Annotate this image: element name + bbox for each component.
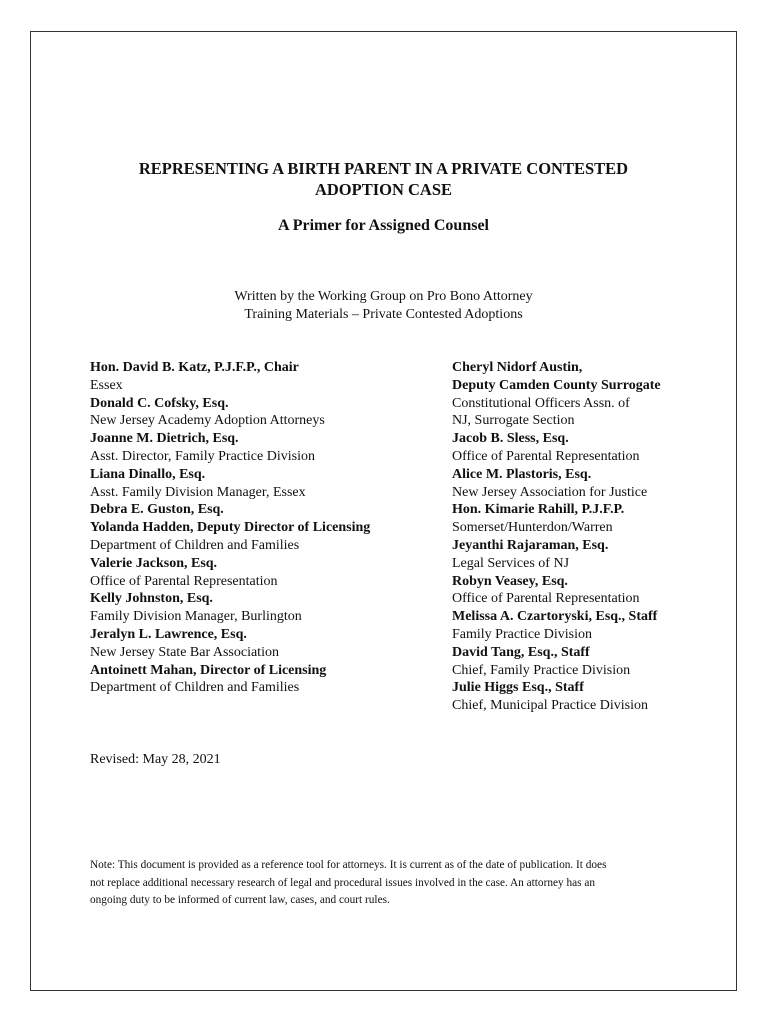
note-line-2: not replace additional necessary research of legal and procedural issues involved in the case. An attorney has an	[90, 876, 596, 889]
member-name: Joanne M. Dietrich, Esq.	[90, 431, 239, 447]
member-name: Deputy Camden County Surrogate	[452, 377, 661, 393]
member-name: Jeralyn L. Lawrence, Esq.	[90, 626, 247, 642]
member-affiliation: Office of Parental Representation	[452, 448, 640, 464]
member-name: Liana Dinallo, Esq.	[90, 466, 206, 482]
note-line-1: Note: This document is provided as a reference tool for attorneys. It is current as of the date of publication. It does	[90, 859, 607, 871]
right-member-column	[452, 359, 722, 715]
member-affiliation: NJ, Surrogate Section	[452, 413, 575, 429]
member-name: Debra E. Guston, Esq.	[90, 502, 224, 518]
member-name: Donald C. Cofsky, Esq.	[90, 395, 229, 411]
document-title	[30, 158, 737, 200]
member-name: Hon. David B. Katz, P.J.F.P., Chair	[90, 360, 299, 375]
member-affiliation: Constitutional Officers Assn. of	[452, 395, 630, 411]
member-affiliation: Asst. Family Division Manager, Essex	[90, 484, 306, 500]
title-line-1: REPRESENTING A BIRTH PARENT IN A PRIVATE CONTESTED	[138, 159, 629, 178]
member-affiliation: Office of Parental Representation	[452, 591, 640, 607]
member-name: Antoinett Mahan, Director of Licensing	[90, 662, 327, 678]
left-member-column	[90, 359, 430, 697]
member-name: Valerie Jackson, Esq.	[90, 555, 218, 571]
member-name: David Tang, Esq., Staff	[452, 644, 590, 660]
member-name: Cheryl Nidorf Austin,	[452, 360, 583, 375]
member-affiliation: Chief, Municipal Practice Division	[452, 698, 648, 714]
revised-date: Revised: May 28, 2021	[90, 752, 221, 767]
disclaimer-note	[90, 857, 690, 910]
member-name: Julie Higgs Esq., Staff	[452, 680, 584, 696]
member-affiliation: Office of Parental Representation	[90, 573, 278, 589]
member-affiliation: Legal Services of NJ	[452, 555, 570, 571]
member-name: Yolanda Hadden, Deputy Director of Licensing	[90, 520, 371, 536]
member-affiliation: New Jersey Academy Adoption Attorneys	[90, 413, 325, 429]
member-affiliation: Essex	[90, 377, 123, 393]
member-name: Melissa A. Czartoryski, Esq., Staff	[452, 609, 658, 625]
member-affiliation: Family Division Manager, Burlington	[90, 609, 302, 625]
member-name: Robyn Veasey, Esq.	[452, 573, 568, 589]
written-by	[30, 288, 737, 324]
member-name: Kelly Johnston, Esq.	[90, 591, 213, 607]
member-affiliation: Chief, Family Practice Division	[452, 662, 631, 678]
written-by-line-2: Training Materials – Private Contested Adoptions	[244, 307, 523, 322]
member-affiliation: Family Practice Division	[452, 626, 592, 642]
member-name: Alice M. Plastoris, Esq.	[452, 466, 592, 482]
title-line-2: ADOPTION CASE	[314, 180, 453, 199]
member-affiliation: Department of Children and Families	[90, 537, 300, 553]
member-affiliation: New Jersey Association for Justice	[452, 484, 648, 500]
member-affiliation: New Jersey State Bar Association	[90, 644, 279, 660]
member-name: Hon. Kimarie Rahill, P.J.F.P.	[452, 502, 625, 518]
member-name: Jacob B. Sless, Esq.	[452, 431, 569, 447]
member-affiliation: Asst. Director, Family Practice Division	[90, 448, 315, 464]
document-subtitle: A Primer for Assigned Counsel	[278, 217, 489, 234]
note-line-3: ongoing duty to be informed of current law, cases, and court rules.	[90, 894, 390, 907]
member-name: Jeyanthi Rajaraman, Esq.	[452, 537, 609, 553]
member-affiliation: Somerset/Hunterdon/Warren	[452, 520, 613, 536]
written-by-line-1: Written by the Working Group on Pro Bono Attorney	[234, 289, 533, 304]
member-affiliation: Department of Children and Families	[90, 680, 300, 696]
